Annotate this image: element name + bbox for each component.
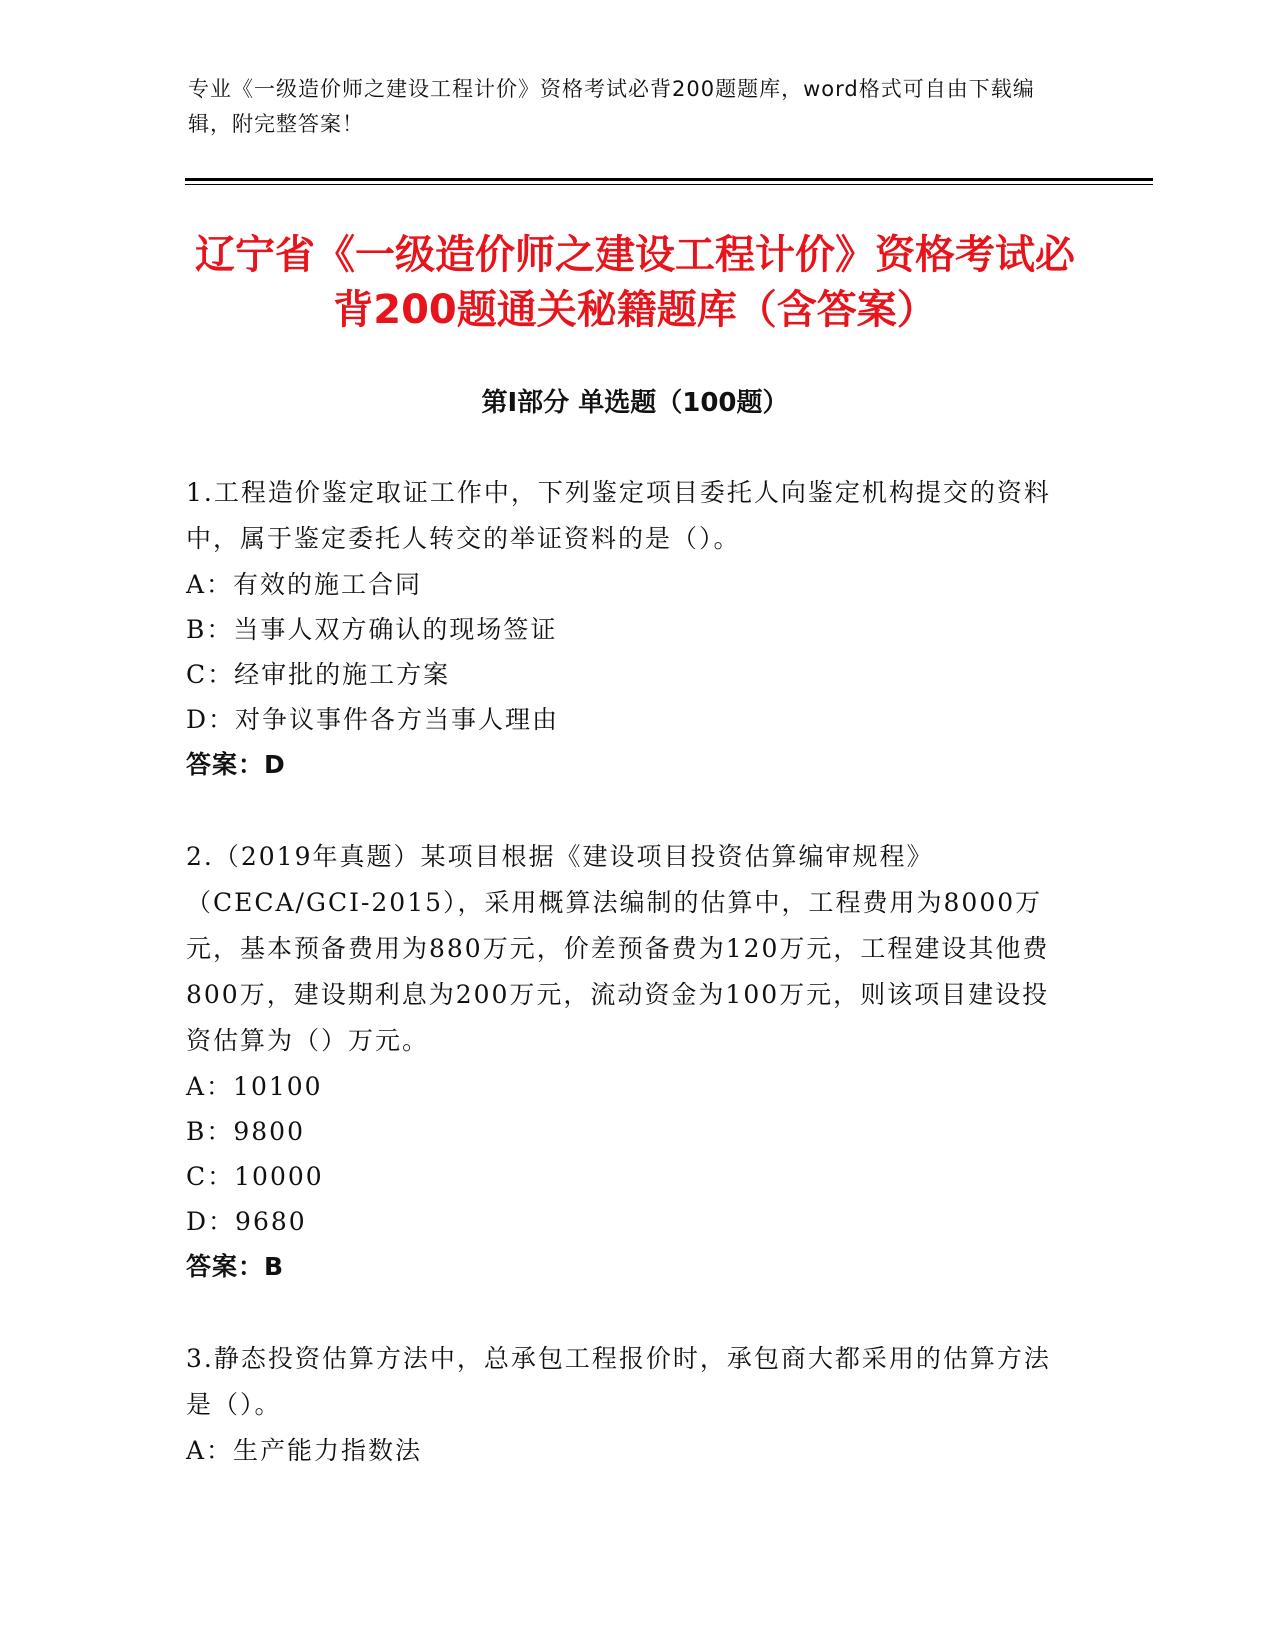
- option-d: D：对争议事件各方当事人理由: [186, 705, 560, 734]
- section-heading: 第Ⅰ部分 单选题（100题）: [481, 388, 789, 418]
- option-b: B：当事人双方确认的现场签证: [186, 615, 558, 644]
- question-list: [186, 470, 1066, 1520]
- question-2: [186, 834, 1066, 1289]
- option-a: A：10100: [186, 1072, 323, 1101]
- answer: 答案：B: [186, 1252, 285, 1281]
- option-a: A：有效的施工合同: [186, 570, 423, 599]
- question-3: [186, 1336, 1066, 1473]
- option-a: A：生产能力指数法: [186, 1436, 423, 1465]
- option-d: D：9680: [186, 1207, 307, 1236]
- document-title: 辽宁省《一级造价师之建设工程计价》资格考试必背200题通关秘籍题库（含答案）: [195, 232, 1075, 333]
- question-text: 2.（2019年真题）某项目根据《建设项目投资估算编审规程》（CECA/GCI-2015），采用概算法编制的估算中，工程费用为8000万元，基本预备费用为880万元，价差预备费为120万元，工程建设其他费800万，建设期利息为200万元，流动资金为100万元，则该项目建设投资估算为（）万元。: [186, 842, 1050, 1055]
- option-c: C：10000: [186, 1162, 324, 1191]
- header-divider-thick: [185, 178, 1153, 181]
- header-note: 专业《一级造价师之建设工程计价》资格考试必背200题题库，word格式可自由下载编辑，附完整答案！: [188, 77, 1035, 136]
- question-text: 1.工程造价鉴定取证工作中，下列鉴定项目委托人向鉴定机构提交的资料中，属于鉴定委托人转交的举证资料的是（）。: [186, 478, 1051, 553]
- option-b: B：9800: [186, 1117, 305, 1146]
- question-1: [186, 470, 1066, 787]
- question-text: 3.静态投资估算方法中，总承包工程报价时，承包商大都采用的估算方法是（）。: [186, 1344, 1051, 1419]
- option-c: C：经审批的施工方案: [186, 660, 451, 689]
- answer: 答案：D: [186, 750, 286, 779]
- header-divider-thin: [185, 184, 1153, 185]
